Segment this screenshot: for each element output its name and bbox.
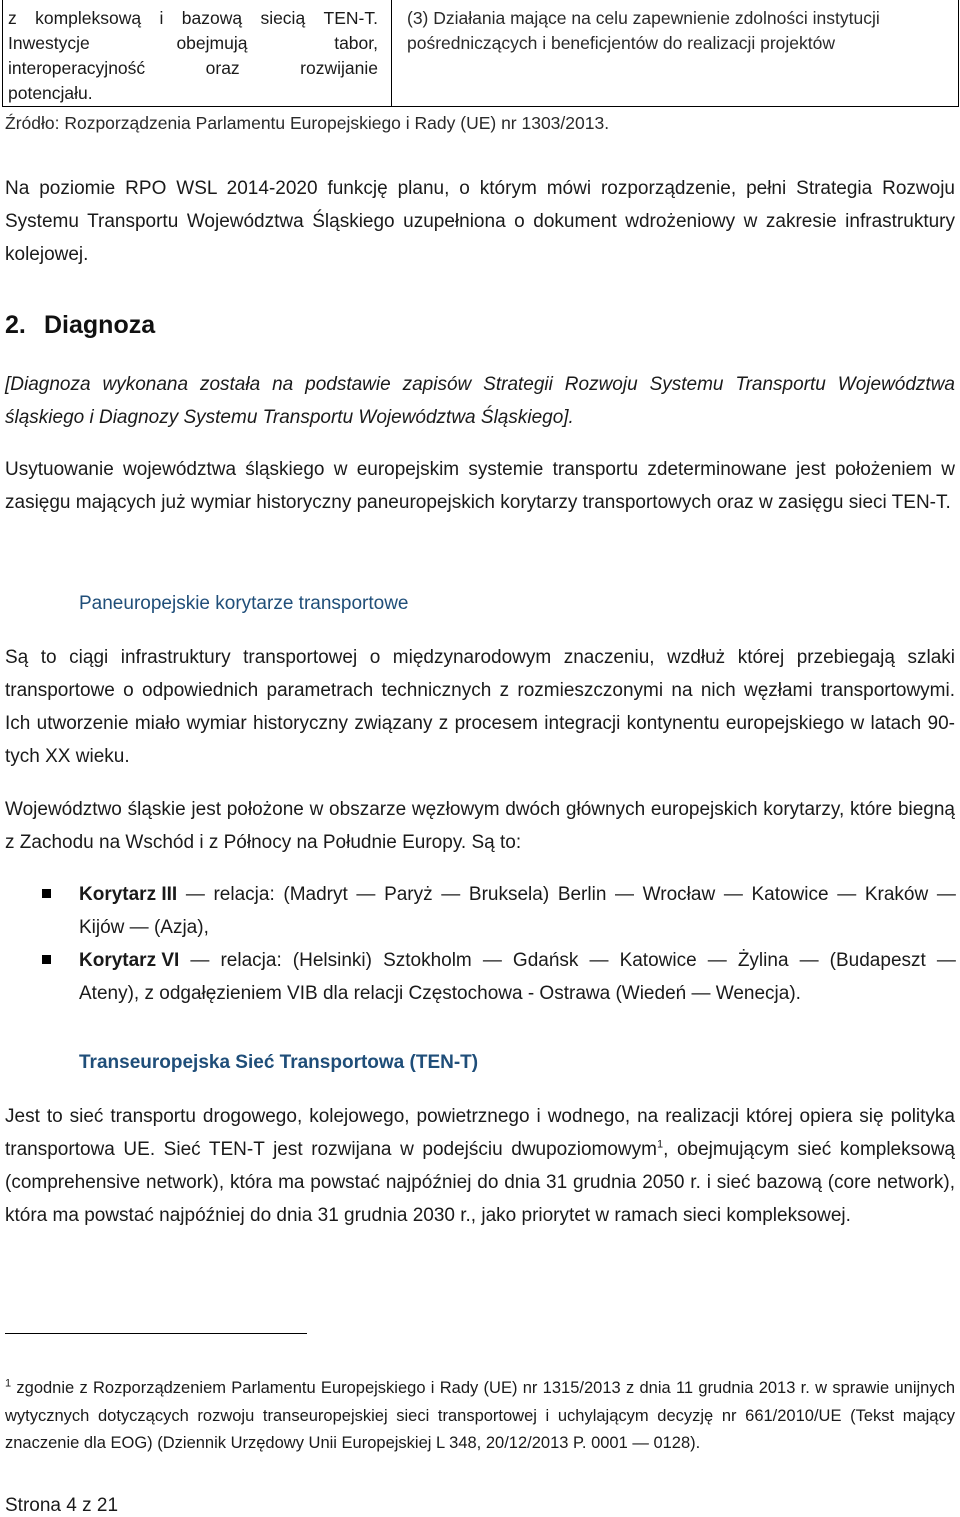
bullet-word: — bbox=[723, 884, 743, 905]
table-left-word: siecią bbox=[260, 8, 306, 28]
table-left-line-2 bbox=[8, 31, 378, 56]
table-left-word: kompleksową bbox=[35, 8, 142, 28]
bullet-word: — bbox=[615, 884, 635, 905]
bullet-word: (Budapeszt bbox=[829, 950, 926, 971]
table-left-word: TEN-T. bbox=[323, 8, 378, 28]
location-paragraph: Usytuowanie województwa śląskiego w europejskim systemie transportu zdeterminowane jest położeniem w zasięgu mających już wymiar historyczny paneuropejskich korytarzy transportowych oraz w zasięgu sieci TEN-T. bbox=[5, 459, 955, 513]
bullet-word: — bbox=[936, 950, 956, 971]
bullet-word: relacja: bbox=[220, 950, 282, 971]
footnote-text: zgodnie z Rozporządzeniem Parlamentu Europejskiego i Rady (UE) nr 1315/2013 z dnia 11 grudnia 2013 r. w sprawie unijnych wytycznych dotyczących rozwoju transeuropejskiej sieci transportowej i uchylającym decyzję nr 661/2010/UE (Tekst mający znaczenie dla EOG) (Dziennik Urzędowy Unii Europejskiej L 348, 20/12/2013 P. 0001 — 0128). bbox=[5, 1379, 955, 1452]
bullet-word: Paryż bbox=[384, 884, 433, 905]
bullet-word: Katowice bbox=[751, 884, 829, 905]
bullet-line-2: Ateny), z odgałęzieniem VIB dla relacji Częstochowa - Ostrawa (Wiedeń — Wenecja). bbox=[79, 983, 801, 1004]
table-fragment bbox=[2, 0, 959, 107]
bullet-word: — bbox=[356, 884, 376, 905]
tent-paragraph-part-b: , obejmującym sieć kompleksową (comprehensive network), która ma powstać najpóźniej do dnia 31 grudnia 2050 r. i sieć bazową (core network), która ma powstać najpóźniej do dnia 31 grudnia 2030 r., jako priorytet w ramach sieci kompleksowej. bbox=[5, 1139, 955, 1226]
footnote bbox=[5, 1375, 955, 1458]
bullet-word: relacja: bbox=[213, 884, 275, 905]
bullet-word: (Madryt bbox=[283, 884, 348, 905]
bullet-word: Berlin bbox=[557, 884, 607, 905]
tent-paragraph bbox=[5, 1100, 955, 1232]
bullet-word: — bbox=[441, 884, 461, 905]
source-note: Źródło: Rozporządzenia Parlamentu Europejskiego i Rady (UE) nr 1303/2013. bbox=[5, 113, 610, 133]
bullet-square-icon bbox=[42, 889, 51, 898]
footnote-mark: 1 bbox=[5, 1377, 12, 1390]
table-left-word: tabor, bbox=[334, 33, 378, 53]
subheading-corridors: Paneuropejskie korytarze transportowe bbox=[79, 593, 409, 614]
bullet-word: — bbox=[185, 884, 205, 905]
bullet-word: Kraków bbox=[864, 884, 929, 905]
bullet-word: Sztokholm bbox=[383, 950, 472, 971]
corridor-name: Korytarz VI bbox=[79, 950, 180, 971]
bullet-word: (Helsinki) bbox=[292, 950, 372, 971]
bullet-text bbox=[79, 944, 956, 1010]
table-left-word: bazową bbox=[181, 8, 243, 28]
bullet-word: — bbox=[482, 950, 502, 971]
bullet-line-2: Kijów — (Azja), bbox=[79, 917, 209, 938]
table-left-line-3 bbox=[8, 56, 378, 81]
bullet-word: — bbox=[589, 950, 609, 971]
bullet-text bbox=[79, 878, 956, 944]
bullet-square-icon bbox=[42, 955, 51, 964]
table-left-line-1 bbox=[8, 6, 378, 31]
bullet-word: Wrocław bbox=[642, 884, 716, 905]
bullet-word: — bbox=[190, 950, 210, 971]
table-cell-left bbox=[8, 6, 378, 106]
table-left-word: interoperacyjność bbox=[8, 58, 146, 78]
corridors-paragraph: Są to ciągi infrastruktury transportowej o międzynarodowym znaczeniu, wzdłuż której przebiegają szlaki transportowe o odpowiednich parametrach technicznych z rozmieszczonymi na nich węzłami transportowymi. Ich utworzenie miało wymiar historyczny związany z procesem integracji kontynentu europejskiego w latach 90-tych XX wieku. bbox=[5, 647, 955, 767]
section-heading bbox=[5, 311, 156, 340]
intro-paragraph: Na poziomie RPO WSL 2014-2020 funkcję planu, o którym mówi rozporządzenie, pełni Strategia Rozwoju Systemu Transportu Województwa Śląskiego uzupełniona o dokument wdrożeniowy w zakresie infrastruktury kolejowej. bbox=[5, 178, 955, 265]
table-left-word: rozwijanie bbox=[300, 58, 378, 78]
bullet-word: — bbox=[837, 884, 857, 905]
table-cell-right: (3) Działania mające na celu zapewnienie zdolności instytucji pośredniczących i beneficjentów do realizacji projektów bbox=[407, 8, 880, 53]
bullet-word: — bbox=[799, 950, 819, 971]
table-left-word: obejmują bbox=[176, 33, 248, 53]
bullet-word: Gdańsk bbox=[512, 950, 579, 971]
diagnosis-note: [Diagnoza wykonana została na podstawie zapisów Strategii Rozwoju Systemu Transportu Województwa śląskiego i Diagnozy Systemu Transportu Województwa Śląskiego]. bbox=[5, 374, 955, 428]
footnote-separator bbox=[5, 1333, 307, 1334]
bullet-word: — bbox=[707, 950, 727, 971]
subheading-tent: Transeuropejska Sieć Transportowa (TEN-T) bbox=[79, 1052, 479, 1073]
footnote-reference: 1 bbox=[656, 1138, 664, 1151]
node-paragraph: Województwo śląskie jest położone w obszarze węzłowym dwóch głównych europejskich korytarzy, które biegną z Zachodu na Wschód i z Północy na Południe Europy. Są to: bbox=[5, 799, 955, 853]
bullet-line-1 bbox=[79, 878, 956, 911]
table-left-word: Inwestycje bbox=[8, 33, 90, 53]
bullet-word: Katowice bbox=[619, 950, 697, 971]
bullet-line-1 bbox=[79, 944, 956, 977]
bullet-word: Żylina bbox=[737, 950, 789, 971]
corridor-name: Korytarz III bbox=[79, 884, 178, 905]
section-number: 2. bbox=[5, 311, 26, 339]
section-title: Diagnoza bbox=[44, 311, 156, 339]
table-left-line-4: potencjału. bbox=[8, 83, 93, 103]
table-column-divider bbox=[391, 0, 392, 106]
bullet-word: Bruksela) bbox=[468, 884, 550, 905]
tent-paragraph-part-a: Jest to sieć transportu drogowego, kolejowego, powietrznego i wodnego, na realizacji której opiera się polityka transportowa UE. Sieć TEN-T jest rozwijana w podejściu dwupoziomowym bbox=[5, 1106, 955, 1160]
page-number: Strona 4 z 21 bbox=[5, 1495, 119, 1516]
table-left-word: z bbox=[8, 8, 17, 28]
table-left-word: oraz bbox=[205, 58, 240, 78]
bullet-word: — bbox=[936, 884, 956, 905]
table-left-word: i bbox=[159, 8, 164, 28]
